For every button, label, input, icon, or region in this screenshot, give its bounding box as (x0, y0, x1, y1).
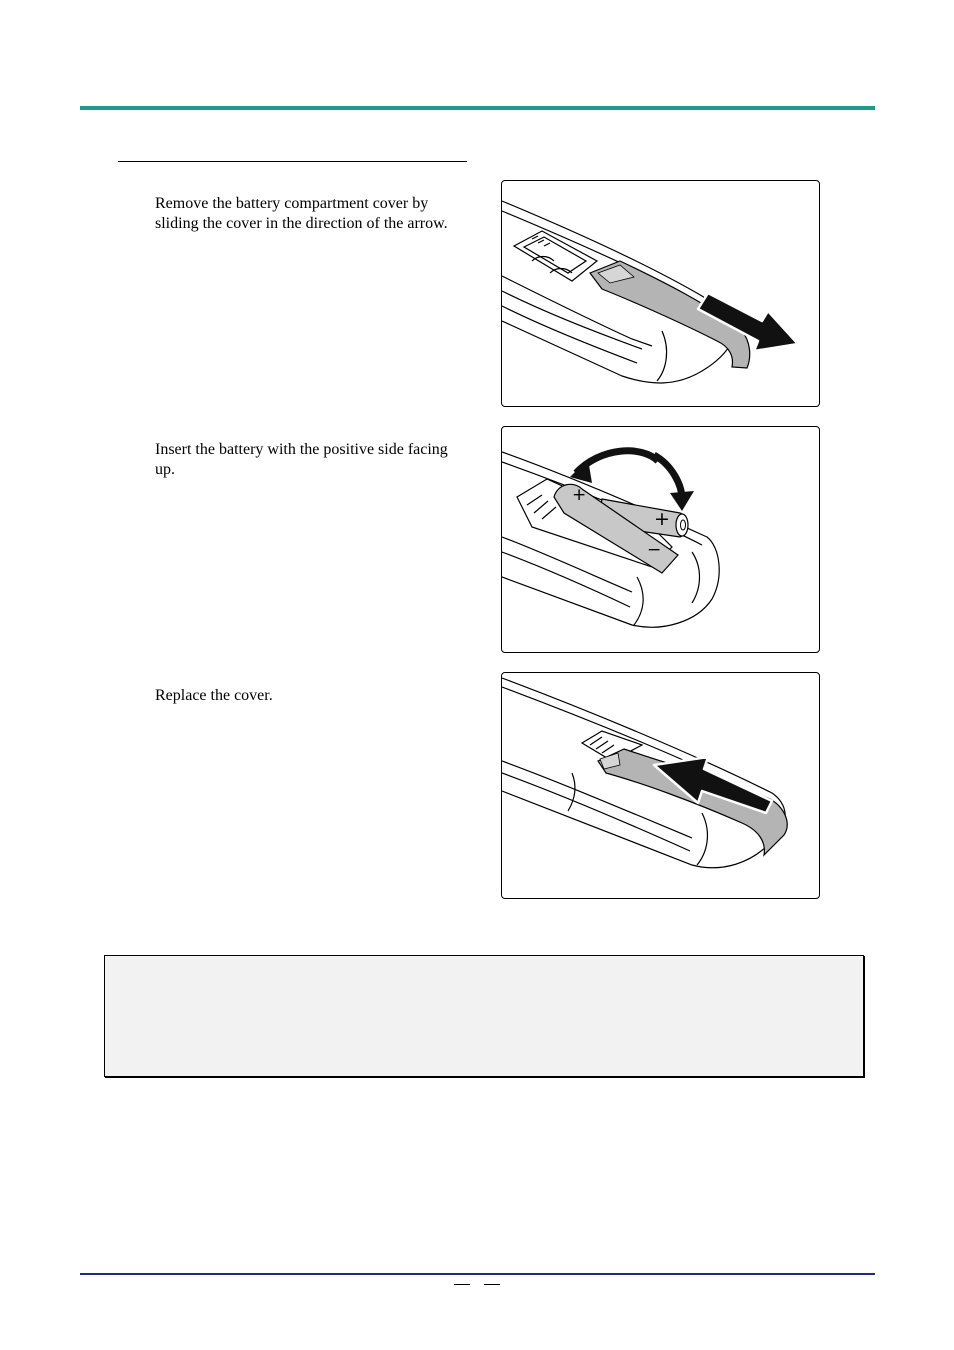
battery-negative-mark: − (647, 540, 662, 560)
footer-rule (80, 1273, 875, 1275)
insert-battery-illustration (502, 427, 819, 652)
section-heading-rule (118, 161, 467, 162)
replace-cover-illustration (502, 673, 819, 898)
page-number-dash-left (454, 1284, 470, 1285)
step-1-text: Remove the battery compartment cover by sliding the cover in the direction of the arrow. (155, 195, 448, 232)
battery-positive-mark-1: + (572, 485, 587, 505)
step-3-text: Replace the cover. (155, 687, 273, 704)
figure-insert-battery (501, 426, 820, 653)
battery-positive-mark-2: + (654, 508, 670, 530)
header-rule (80, 106, 875, 110)
note-box (104, 955, 864, 1077)
figure-remove-cover (501, 180, 820, 407)
figure-replace-cover (501, 672, 820, 899)
remove-cover-illustration (502, 181, 819, 406)
step-2-text: Insert the battery with the positive side facing up. (155, 441, 448, 478)
page-number-dash-right (484, 1284, 500, 1285)
